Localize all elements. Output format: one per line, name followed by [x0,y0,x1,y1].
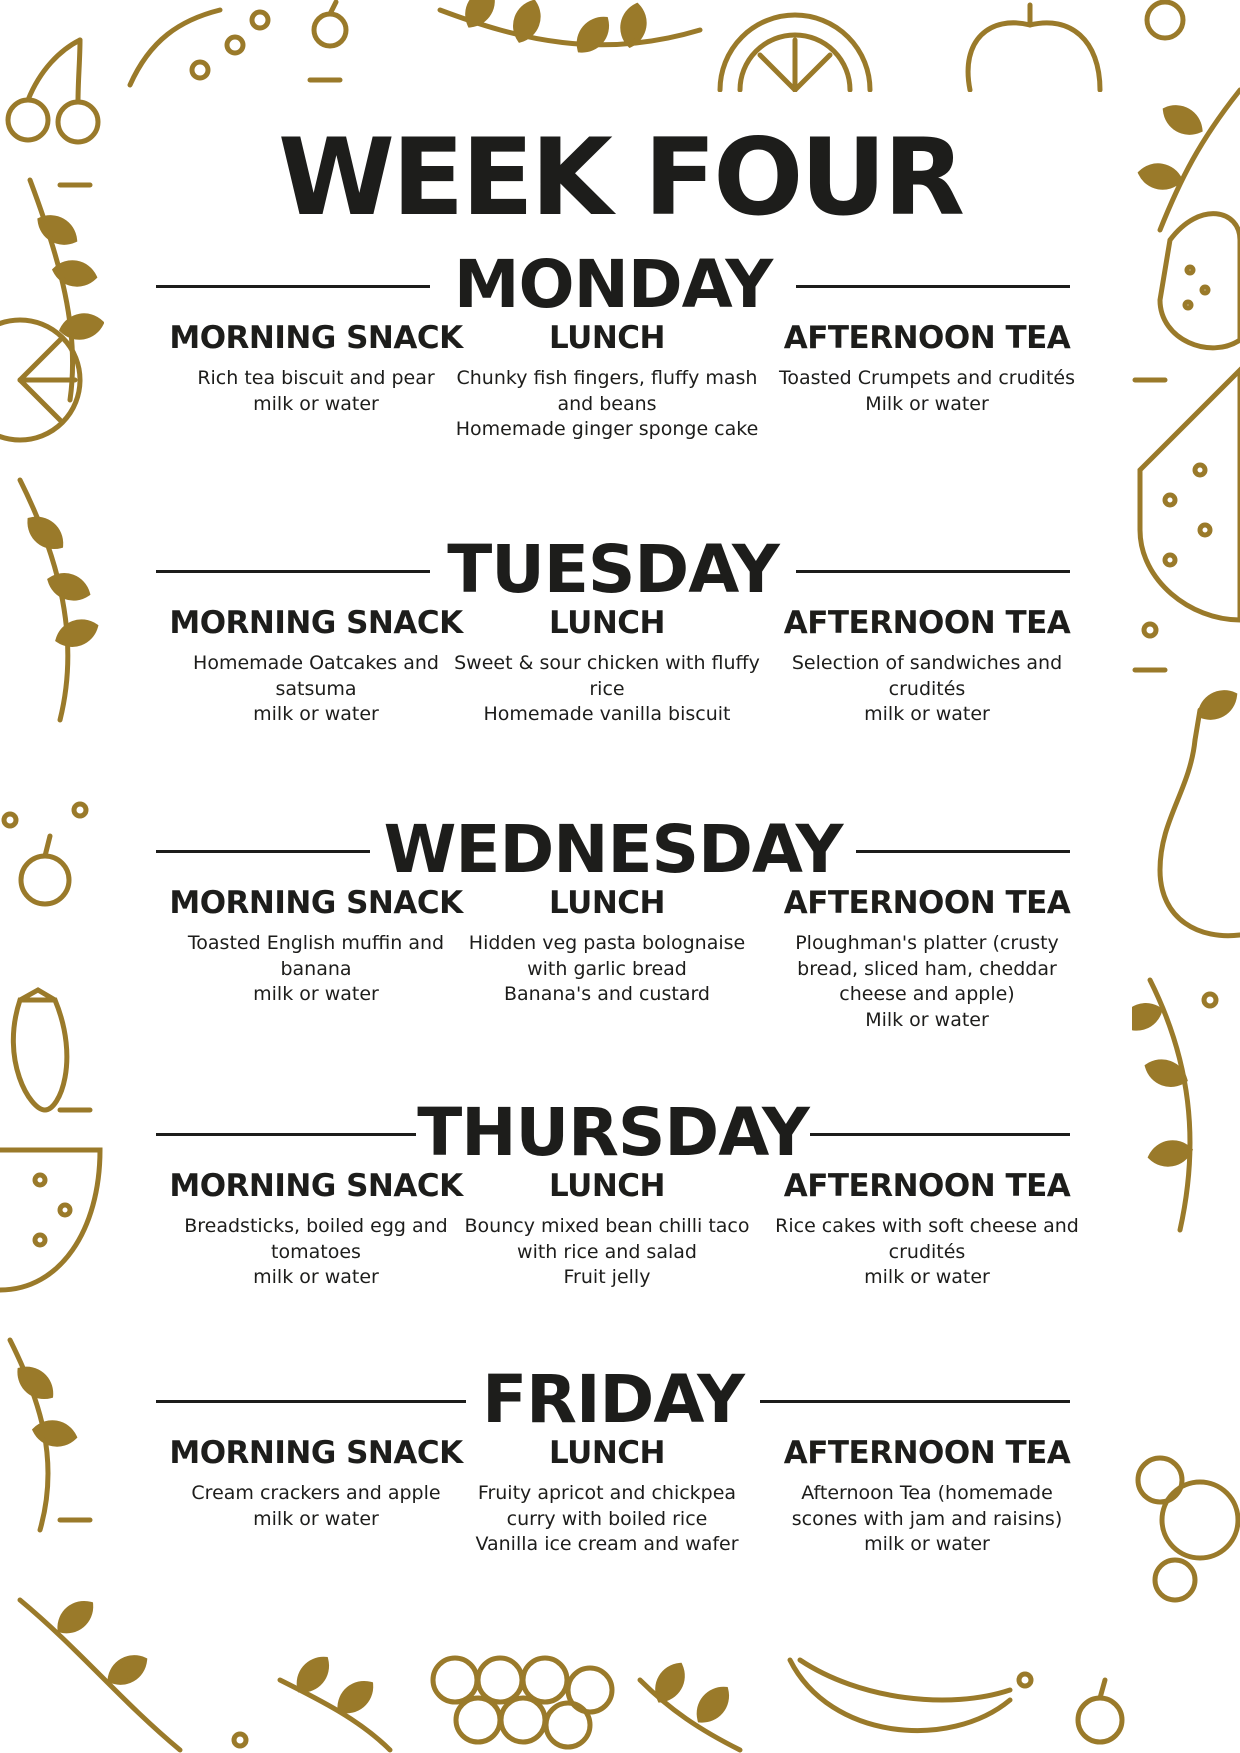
meal-line: milk or water [253,392,379,415]
meal-column [447,1166,767,1291]
apple-icon [21,836,69,904]
watermelon-icon [1140,370,1240,620]
meal-line: with rice and salad [517,1240,697,1263]
meal-heading: MORNING SNACK [169,1435,463,1471]
meal-description [447,366,767,443]
meal-heading: AFTERNOON TEA [783,885,1071,921]
meal-line: Homemade ginger sponge cake [455,418,759,440]
meal-line: Fruity apricot and chickpea [477,1482,737,1504]
day-header-monday [156,245,1070,325]
meal-column [767,318,1087,417]
meal-line: Rich tea biscuit and pear [197,367,435,389]
meal-column [156,883,476,1008]
day-name: THURSDAY [417,1094,809,1171]
pear-icon [1160,686,1240,936]
orange-slice-icon [0,320,80,440]
meal-column [767,603,1087,728]
day-header-friday [156,1360,1070,1440]
meal-heading: AFTERNOON TEA [783,320,1071,356]
meal-line: curry with boiled rice [506,1507,708,1530]
day-name: MONDAY [453,246,773,323]
day-header-thursday [156,1093,1070,1173]
meal-line: Cream crackers and apple [191,1482,441,1504]
meal-line: Banana's and custard [503,983,710,1005]
meal-line: milk or water [253,1507,379,1530]
meal-line: with garlic bread [527,957,687,980]
meal-column [767,1166,1087,1291]
meal-column [447,1433,767,1558]
meal-line: Vanilla ice cream and wafer [475,1533,739,1555]
meal-line: Chunky fish fingers, fluffy mash [456,367,758,389]
meal-heading: LUNCH [549,885,665,921]
meal-line: milk or water [864,1266,990,1288]
meal-line: Milk or water [865,392,989,415]
leaf-branch-icon [440,0,700,57]
meal-line: Milk or water [865,1008,989,1031]
meal-line: satsuma [275,677,357,700]
meal-description [767,1214,1087,1291]
meal-line: bread, sliced ham, cheddar [797,957,1057,980]
banana-icon [790,1660,1010,1731]
leaf-branch-icon [20,180,103,720]
meal-description [447,1481,767,1558]
day-name: FRIDAY [482,1361,744,1438]
meal-description [156,931,476,1008]
meal-line: tomatoes [271,1240,361,1263]
day-header-tuesday [156,530,1070,610]
meal-line: Sweet & sour chicken with fluffy [454,652,760,674]
meal-column [156,603,476,728]
apple-icon [1078,1680,1122,1742]
meal-heading: MORNING SNACK [169,320,463,356]
meal-description [447,931,767,1008]
orange-slice-icon [1138,1458,1238,1600]
meal-heading: AFTERNOON TEA [783,1168,1071,1204]
meal-heading: AFTERNOON TEA [783,1435,1071,1471]
meal-description [156,1214,476,1291]
meal-line: Afternoon Tea (homemade [801,1482,1053,1504]
meal-line: milk or water [864,703,990,725]
meal-description [767,931,1087,1033]
meal-heading: MORNING SNACK [169,885,463,921]
meal-line: Fruit jelly [563,1266,651,1288]
apple-icon [968,5,1100,90]
meal-heading: LUNCH [549,320,665,356]
meal-heading: AFTERNOON TEA [783,605,1071,641]
meal-description [767,651,1087,728]
meal-line: crudités [888,677,966,700]
meal-line: Bouncy mixed bean chilli taco [464,1215,750,1237]
meal-line: cheese and apple) [839,983,1015,1005]
meal-column [156,1433,476,1532]
meal-line: Hidden veg pasta bolognaise [468,932,746,954]
meal-column [767,1433,1087,1558]
meal-line: Toasted Crumpets and crudités [778,367,1075,389]
meal-description [767,1481,1087,1558]
meal-line: Homemade Oatcakes and [193,652,439,674]
meal-line: scones with jam and raisins) [791,1507,1063,1530]
meal-description [767,366,1087,417]
meal-line: Breadsticks, boiled egg and [184,1215,448,1237]
meal-line: Selection of sandwiches and [791,652,1063,674]
meal-heading: LUNCH [549,1168,665,1204]
meal-description [156,651,476,728]
meal-column [447,883,767,1008]
meal-line: milk or water [253,703,379,725]
meal-column [767,883,1087,1033]
meal-line: Toasted English muffin and [187,932,445,954]
day-name: TUESDAY [447,531,779,608]
meal-line: rice [589,677,625,700]
day-header-wednesday [156,810,1070,890]
grapes-icon [433,1658,612,1747]
meal-description [156,366,476,417]
meal-heading: MORNING SNACK [169,605,463,641]
strawberry-icon [13,990,67,1110]
page-title: WEEK FOUR [278,116,962,239]
meal-line: milk or water [253,1266,379,1288]
meal-heading: MORNING SNACK [169,1168,463,1204]
meal-line: Rice cakes with soft cheese and [775,1215,1079,1237]
meal-column [447,603,767,728]
meal-line: Homemade vanilla biscuit [483,703,731,725]
day-name: WEDNESDAY [383,811,843,888]
watermelon-icon [0,1150,100,1290]
meal-line: and beans [557,392,657,415]
meal-heading: LUNCH [549,605,665,641]
meal-description [447,651,767,728]
meal-line: milk or water [864,1533,990,1555]
meal-column [156,318,476,417]
orange-slice-icon [720,15,870,90]
meal-description [156,1481,476,1532]
meal-column [447,318,767,443]
meal-line: Ploughman's platter (crusty [795,932,1059,954]
meal-line: milk or water [253,983,379,1005]
meal-heading: LUNCH [549,1435,665,1471]
meal-description [447,1214,767,1291]
meal-column [156,1166,476,1291]
meal-line: crudités [888,1240,966,1263]
meal-line: banana [280,957,352,980]
